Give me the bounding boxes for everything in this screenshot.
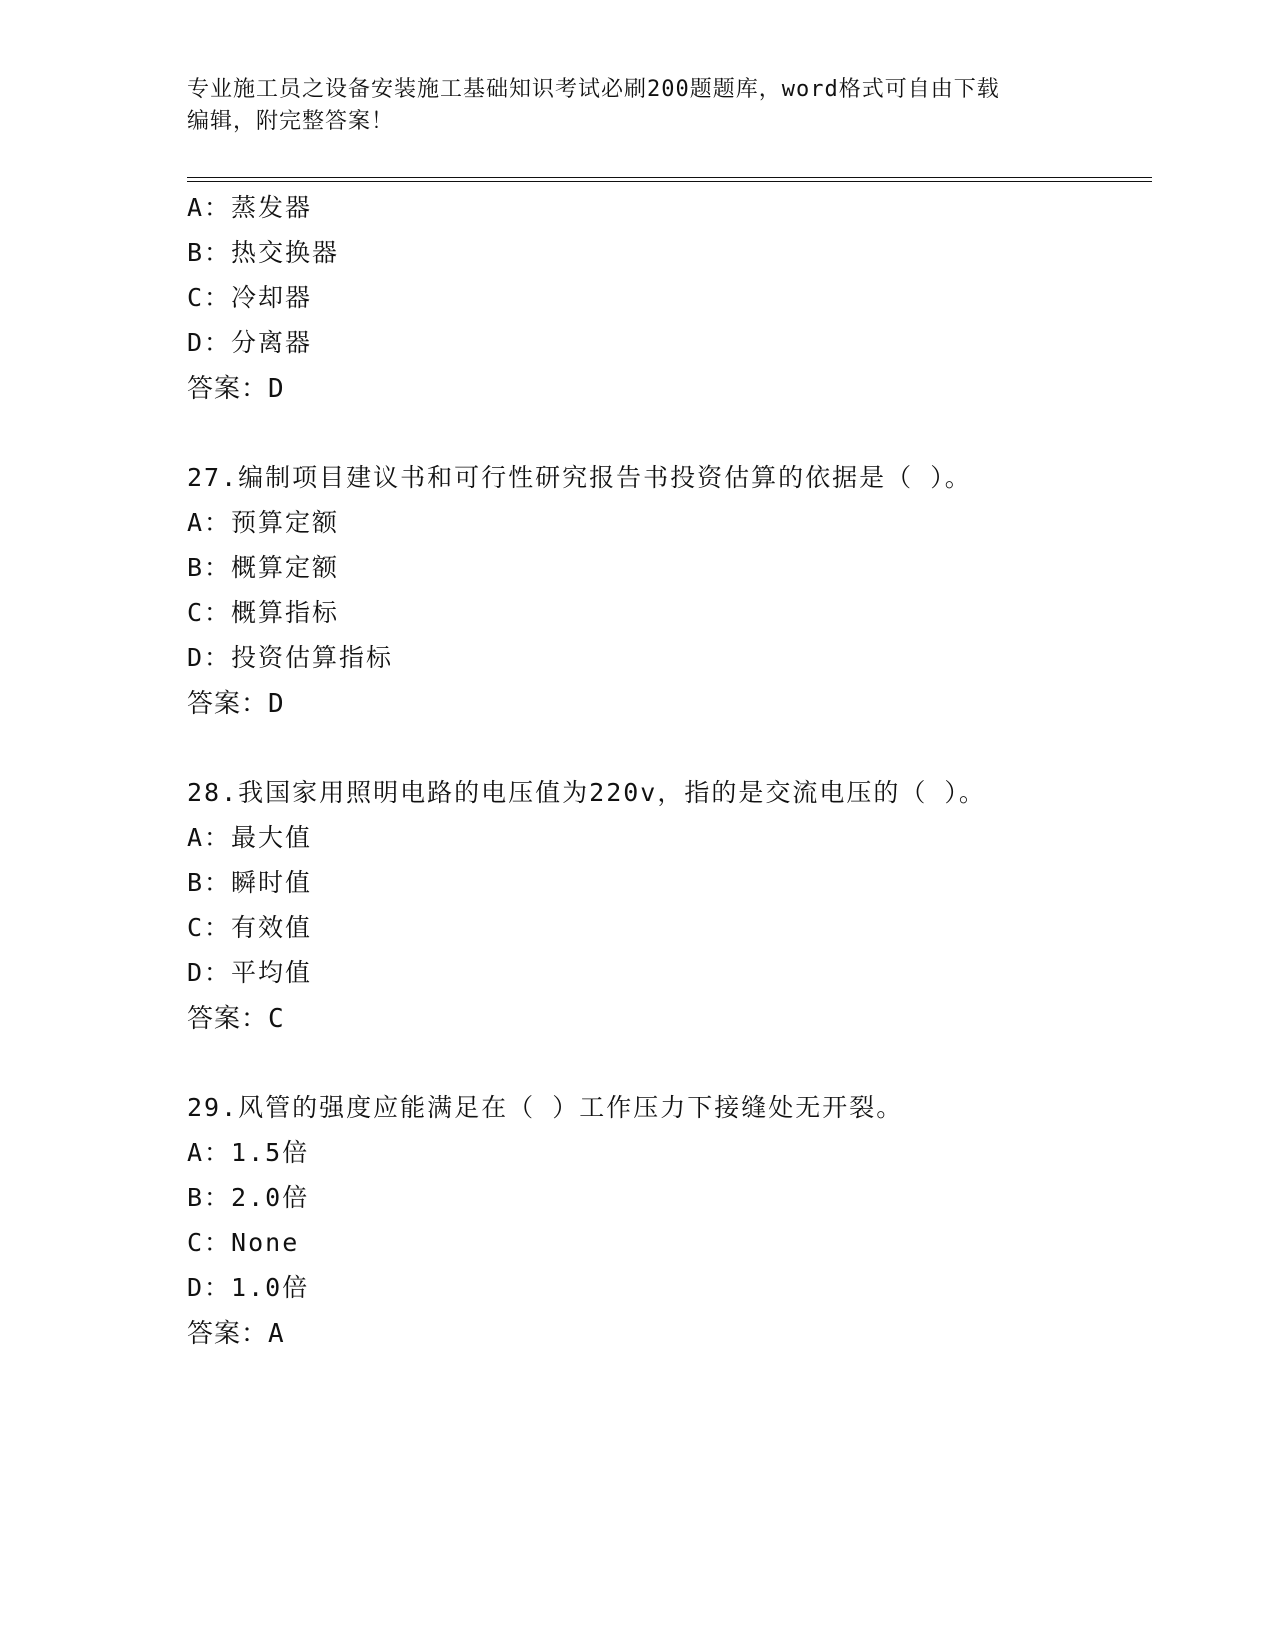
option-d: D：投资估算指标 <box>187 643 394 672</box>
option-d: D：1.0倍 <box>187 1273 310 1302</box>
question-27: 27.编制项目建议书和可行性研究报告书投资估算的依据是（ ）。 <box>187 463 972 492</box>
answer-line: 答案：D <box>187 689 285 719</box>
header-line-2: 编辑，附完整答案！ <box>187 109 395 134</box>
document-header <box>187 74 1087 138</box>
header-rule-bottom <box>187 181 1152 182</box>
option-c: C：有效值 <box>187 913 313 942</box>
option-b: B：概算定额 <box>187 553 340 582</box>
option-a: A：最大值 <box>187 823 313 852</box>
option-c: C：冷却器 <box>187 283 313 312</box>
option-a: A：预算定额 <box>187 508 340 537</box>
option-c: C：概算指标 <box>187 598 340 627</box>
option-d: D：分离器 <box>187 328 313 357</box>
answer-line: 答案：C <box>187 1004 285 1034</box>
header-line-1: 专业施工员之设备安装施工基础知识考试必刷200题题库，word格式可自由下载 <box>187 77 1000 102</box>
answer-line: 答案：D <box>187 374 285 404</box>
answer-line: 答案：A <box>187 1319 285 1349</box>
question-28: 28.我国家用照明电路的电压值为220v，指的是交流电压的（ ）。 <box>187 778 986 807</box>
option-b: B：热交换器 <box>187 238 340 267</box>
option-a: A：1.5倍 <box>187 1138 310 1167</box>
option-b: B：2.0倍 <box>187 1183 310 1212</box>
option-b: B：瞬时值 <box>187 868 313 897</box>
option-a: A：蒸发器 <box>187 193 313 222</box>
option-c: C：None <box>187 1228 300 1257</box>
option-d: D：平均值 <box>187 958 313 987</box>
question-29: 29.风管的强度应能满足在（ ）工作压力下接缝处无开裂。 <box>187 1093 904 1122</box>
header-rule-top <box>187 177 1152 178</box>
